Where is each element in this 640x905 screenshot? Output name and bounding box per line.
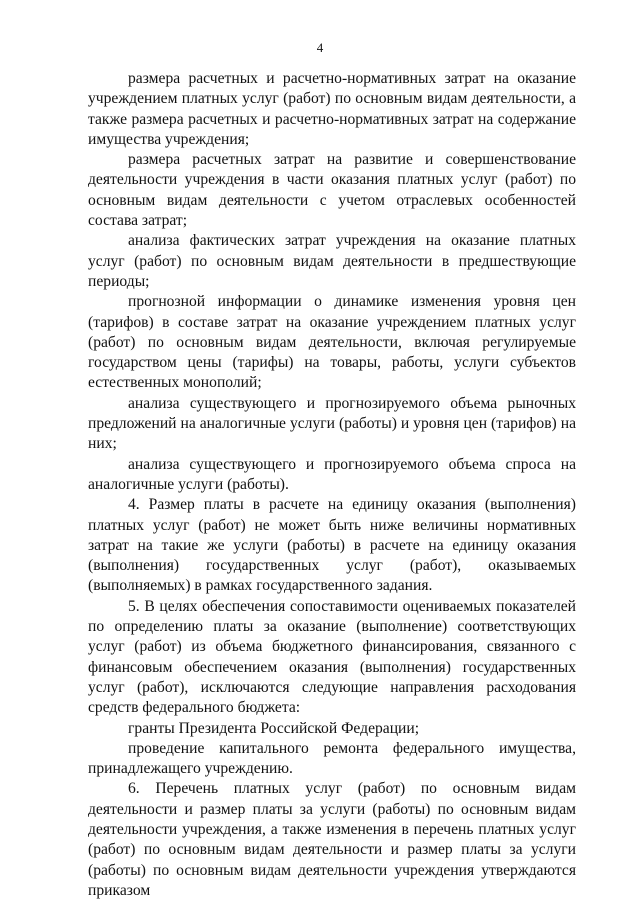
paragraph-item-5: 5. В целях обеспечения сопоставимости оцениваемых показателей по определению платы за оказание (выполнение) соответствующих услуг (работ) из объема бюджетного финансирования, связанного с финансовым обеспечением оказания (выполнения) государственных услуг (работ), исключаются следующие направления расходования средств федерального бюджета: xyxy=(88,597,576,717)
paragraph-price-forecast: прогнозной информации о динамике изменения уровня цен (тарифов) в составе затрат на оказание учреждением платных услуг (работ) по основным видам деятельности, включая регулируемые государством цены (тарифы) на товары, работы, услуги субъектов естественных монополий; xyxy=(88,293,576,392)
paragraph-presidential-grants: гранты Президента Российской Федерации; xyxy=(128,719,420,737)
document-body xyxy=(88,69,576,901)
paragraph-actual-costs-analysis: анализа фактических затрат учреждения на оказание платных услуг (работ) по основным видам деятельности в предшествующие периоды; xyxy=(88,232,576,290)
paragraph-item-6: 6. Перечень платных услуг (работ) по основным видам деятельности и размер платы за услуги (работы) по основным видам деятельности учреждения, а также изменения в перечень платных услуг (работ) по основным видам деятельности и размер платы за услуги (работы) по основным видам деятельности учреждения утверждаются приказом xyxy=(88,780,576,899)
paragraph-item-4: 4. Размер платы в расчете на единицу оказания (выполнения) платных услуг (работ) не может быть ниже величины нормативных затрат на такие же услуги (работы) в расчете на единицу оказания (выполнения) государственных услуг (работ), оказываемых (выполняемых) в рамках государственного задания. xyxy=(88,496,576,595)
paragraph-cost-size: размера расчетных и расчетно-нормативных затрат на оказание учреждением платных услуг (работ) по основным видам деятельности, а также размера расчетных и расчетно-нормативных затрат на содержание имущества учреждения; xyxy=(88,70,576,148)
page-number: 4 xyxy=(316,40,324,55)
paragraph-capital-repair: проведение капитального ремонта федерального имущества, принадлежащего учреждению. xyxy=(88,739,576,778)
paragraph-demand-analysis: анализа существующего и прогнозируемого объема спроса на аналогичные услуги (работы). xyxy=(88,455,576,493)
paragraph-market-supply-analysis: анализа существующего и прогнозируемого объема рыночных предложений на аналогичные услуги (работы) и уровня цен (тарифов) на них; xyxy=(88,394,576,453)
paragraph-development-costs: размера расчетных затрат на развитие и совершенствование деятельности учреждения в части оказания платных услуг (работ) по основным видам деятельности с учетом отраслевых особенностей состава затрат; xyxy=(88,151,576,230)
